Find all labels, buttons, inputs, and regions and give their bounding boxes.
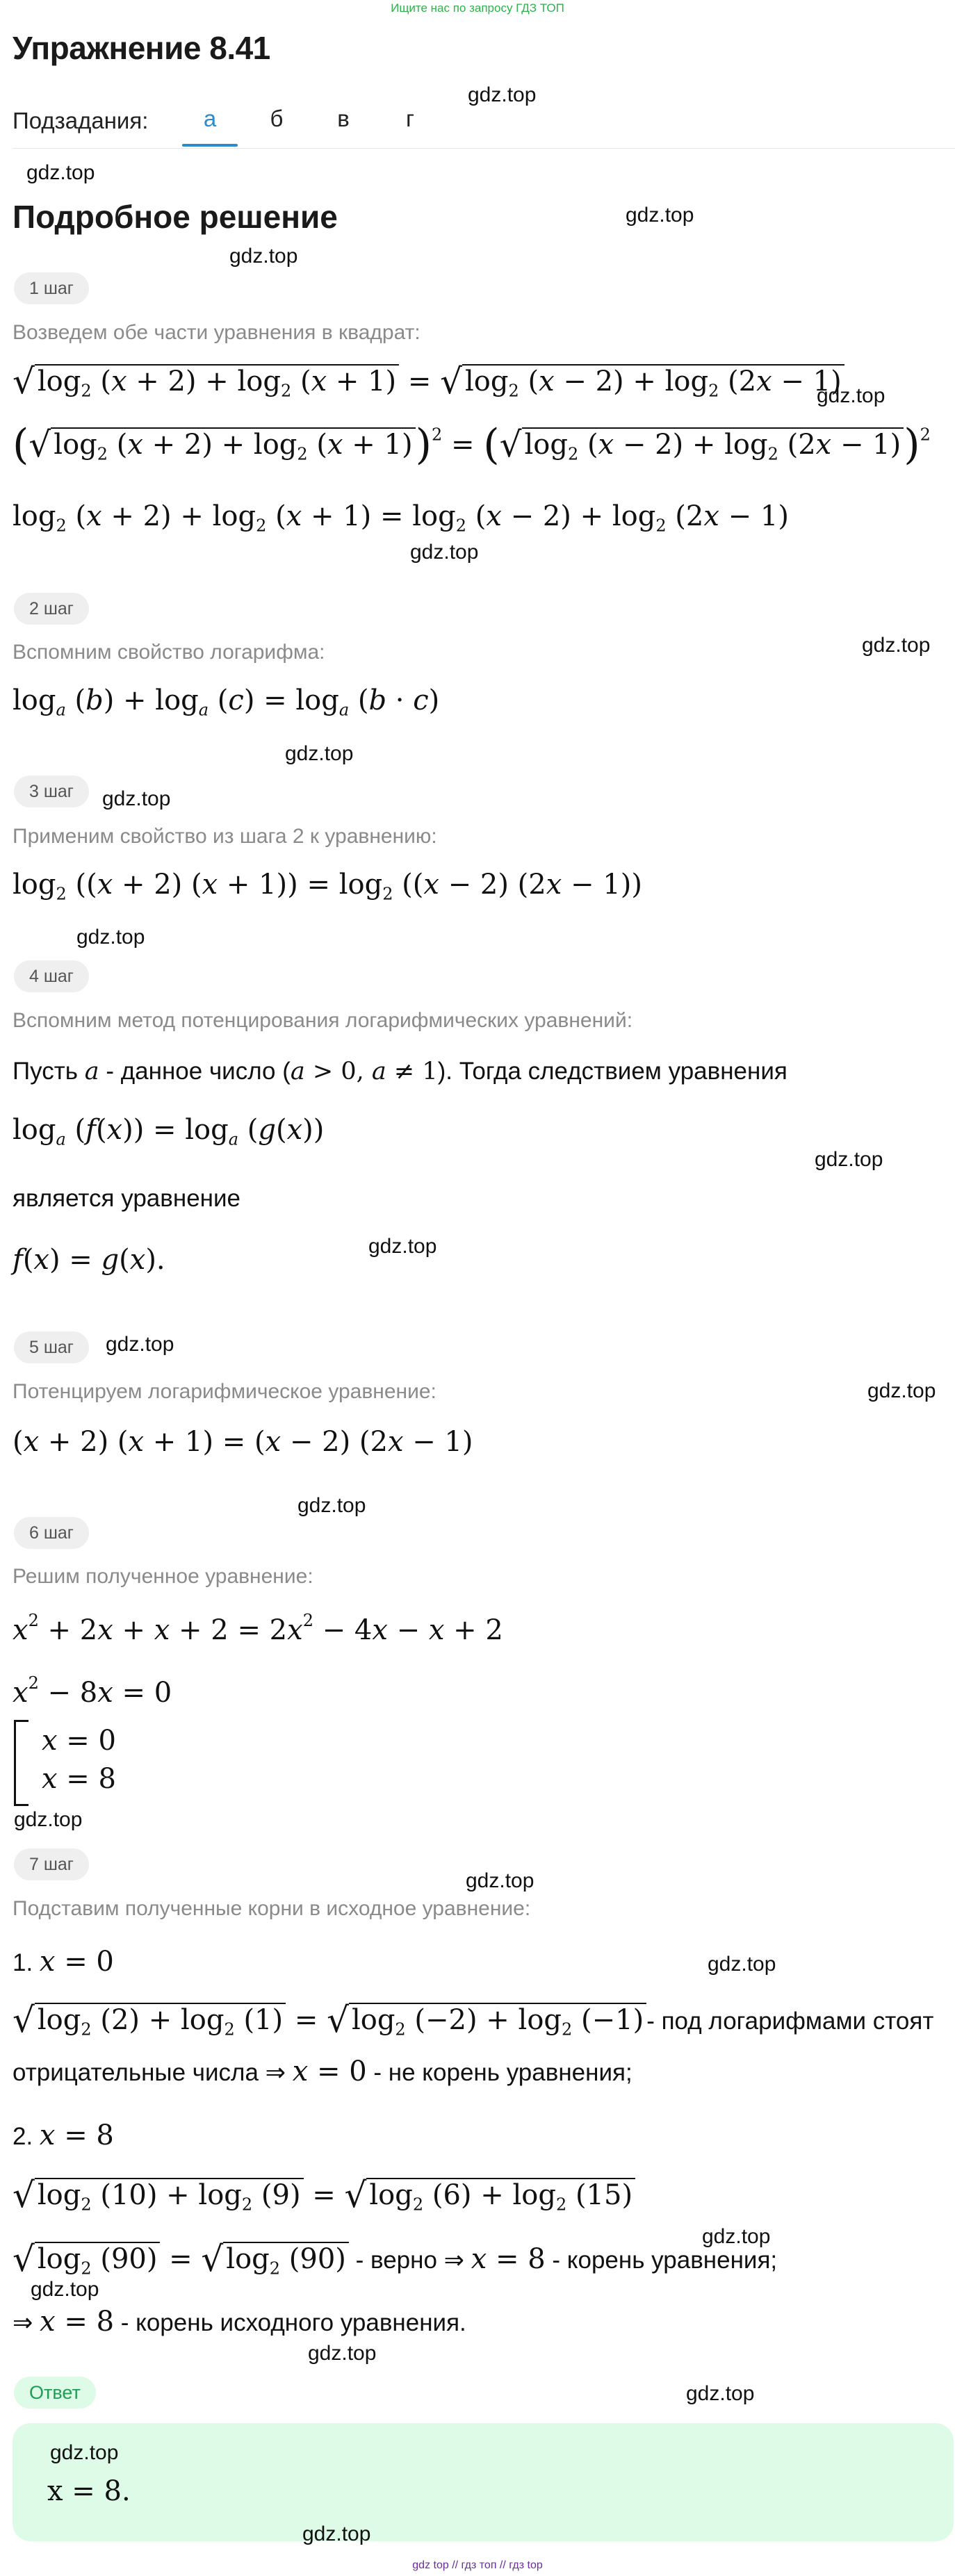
watermark: gdz.top [862,634,931,657]
tab-a[interactable]: а [203,106,217,131]
watermark: gdz.top [106,1333,174,1356]
watermark: gdz.top [26,161,95,184]
search-hint: Ищите нас по запросу ГДЗ ТОП [391,1,564,15]
step-text-1: Возведем обе части уравнения в квадрат: [13,321,421,344]
potentiation-condition: Пусть a - данное число (a > 0, a ≠ 1). Тогда следствием уравнения [13,1058,787,1085]
step-badge-1: 1 шаг [14,272,89,304]
step-text-3: Применим свойство из шага 2 к уравнению: [13,825,437,848]
potentiated-equation: (x + 2) (x + 1) = (x − 2) (2x − 1) [13,1426,473,1458]
watermark: gdz.top [867,1379,936,1402]
step-text-4: Вспомним метод потенцирования логарифмических уравнений: [13,1009,633,1032]
step-badge-6: 6 шаг [14,1517,89,1549]
consequence-text: является уравнение [13,1185,241,1212]
tab-v[interactable]: в [337,106,350,131]
consequence-equation: f(x) = g(x). [13,1244,165,1276]
subtasks-label: Подзадания: [13,108,149,133]
step-badge-3: 3 шаг [14,776,89,807]
footer-links[interactable]: gdz top // гдз топ // гдз top [412,2559,543,2571]
answer-value: x = 8. [47,2475,131,2507]
divider [13,148,955,149]
watermark: gdz.top [308,2342,377,2365]
tab-b[interactable]: б [270,106,284,131]
root-2: x = 8 [42,1763,116,1795]
watermark: gdz.top [817,384,885,407]
watermark: gdz.top [302,2522,371,2545]
watermark: gdz.top [702,2225,771,2248]
equation-original: √ $\log_2 (x + 2) + \log_2 (x + 1)$ = √ $\log_2 (x - 2) + \log_2 (2x - 1)$ [13,361,844,407]
watermark: gdz.top [102,787,171,810]
solution-heading: Подробное решение [13,199,338,235]
check-1-conclusion: отрицательные числа ⇒ x = 0 - не корень уравнения; [13,2056,632,2087]
solution-set-bracket [14,1720,28,1806]
check-2-simplified: √ $\log_2 (90)$ = √ $\log_2 (90)$ - верно ⇒ x = 8 - корень уравнения; [13,2239,777,2284]
watermark: gdz.top [468,83,537,106]
step-text-6: Решим полученное уравнение: [13,1565,313,1588]
expanded-equation: $x^2 + 2x + x + 2 = 2x^2 - 4x - x + 2$ [13,1611,503,1647]
watermark: gdz.top [14,1808,83,1831]
check-1-equation: √ $\log_2 (2) + \log_2 (1)$ = √ $\log_2 (-2) + \log_2 (-1)$ - под логарифмами стоят [13,2000,933,2045]
watermark: gdz.top [815,1148,883,1171]
step-text-7: Подставим полученные корни в исходное уравнение: [13,1897,531,1920]
watermark: gdz.top [76,926,145,949]
check-item-2: 2. x = 8 [13,2119,114,2151]
root-1: x = 0 [42,1725,116,1757]
step-badge-7: 7 шаг [14,1848,89,1880]
equation-squared: (√ $\log_2 (x + 2) + \log_2 (x + 1))^2$ = (√ $\log_2 (x - 2) + \log_2 (2x - 1))^2$ [13,420,931,469]
watermark: gdz.top [297,1494,366,1517]
watermark: gdz.top [466,1869,534,1892]
step-text-2: Вспомним свойство логарифма: [13,641,325,664]
watermark: gdz.top [626,204,694,227]
log-equation-general: $\log_a (f(x)) = \log_a (g(x))$ [13,1114,325,1149]
equation-unrooted: $\log_2 (x + 2) + \log_2 (x + 1) = \log_2 (x - 2) + \log_2 (2x - 1)$ [13,500,789,536]
step-badge-4: 4 шаг [14,960,89,992]
step-badge-5: 5 шаг [14,1331,89,1363]
watermark: gdz.top [686,2382,755,2405]
watermark: gdz.top [708,1953,776,1976]
watermark: gdz.top [368,1235,437,1258]
page-title: Упражнение 8.41 [13,30,270,66]
watermark: gdz.top [285,742,354,765]
watermark: gdz.top [31,2278,99,2301]
active-tab-indicator [182,144,238,147]
reduced-equation: $x^2 - 8x = 0$ [13,1673,172,1709]
watermark: gdz.top [50,2441,119,2464]
answer-box [13,2423,954,2541]
watermark: gdz.top [229,245,298,268]
tab-g[interactable]: г [405,106,415,131]
check-2-equation: √ $\log_2 (10) + \log_2 (9)$ = √ $\log_2 (6) + \log_2 (15)$ [13,2175,635,2220]
step-text-5: Потенцируем логарифмическое уравнение: [13,1380,436,1403]
final-conclusion: ⇒ x = 8 - корень исходного уравнения. [13,2306,466,2338]
equation-combined: $\log_2 ((x + 2) (x + 1)) = \log_2 ((x - 2) (2x - 1))$ [13,869,642,904]
check-item-1: 1. x = 0 [13,1946,114,1978]
step-badge-2: 2 шаг [14,593,89,625]
watermark: gdz.top [410,541,479,564]
answer-badge: Ответ [14,2377,96,2409]
log-property: $\log_a (b) + \log_a (c) = \log_a (b \cdot c)$ [13,684,440,720]
